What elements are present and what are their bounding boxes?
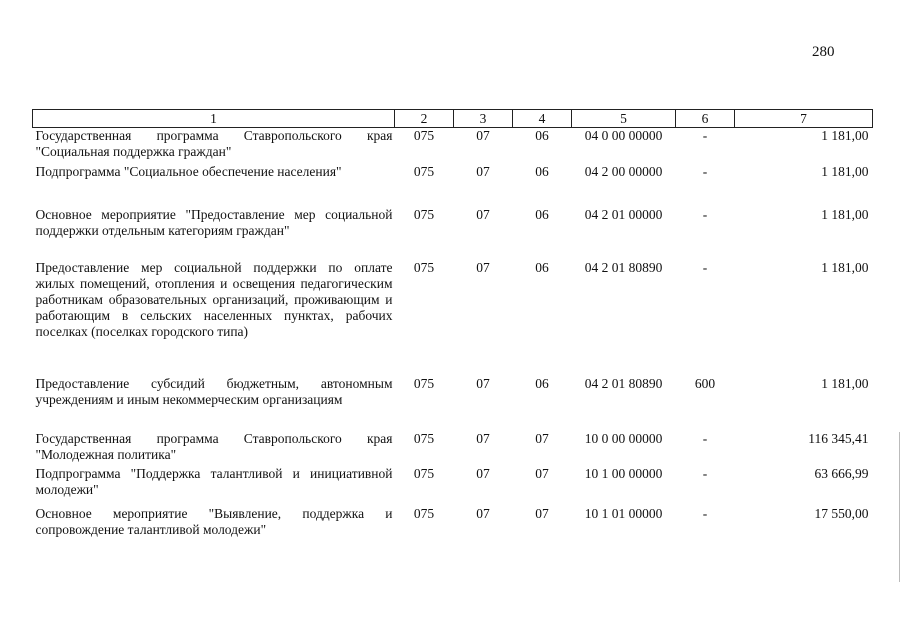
amount: 1 181,00	[821, 128, 869, 143]
section-code: 07	[476, 260, 490, 275]
budget-table	[32, 109, 873, 546]
item-name: Основное мероприятие "Предоставление мер социальной поддержки отдельным категориям граждан"	[35, 207, 393, 238]
subsection-code: 06	[535, 260, 549, 275]
amount: 63 666,99	[814, 466, 869, 481]
column-header: 2	[395, 110, 454, 128]
subsection-code: 07	[535, 431, 549, 446]
section-code: 07	[476, 207, 490, 222]
ministry-code: 075	[413, 164, 435, 179]
target-article-code: 04 2 01 80890	[584, 376, 663, 391]
section-code: 07	[476, 376, 490, 391]
subsection-code: 06	[535, 128, 549, 143]
item-name: Государственная программа Ставропольского края "Молодежная политика"	[35, 431, 393, 462]
item-name: Государственная программа Ставропольского края "Социальная поддержка граждан"	[35, 128, 393, 159]
amount: 1 181,00	[821, 164, 869, 179]
section-code: 07	[476, 164, 490, 179]
column-header: 3	[454, 110, 513, 128]
ministry-code: 075	[413, 260, 435, 275]
expense-type-code: -	[702, 431, 708, 446]
subsection-code: 07	[535, 506, 549, 521]
table-row	[33, 506, 873, 546]
table-row	[33, 128, 873, 165]
ministry-code: 075	[413, 506, 435, 521]
expense-type-code: -	[702, 128, 708, 143]
ministry-code: 075	[413, 466, 435, 481]
table-row	[33, 376, 873, 431]
item-name: Предоставление субсидий бюджетным, автономным учреждениям и иным некоммерческим организациям	[35, 376, 393, 407]
table-row	[33, 431, 873, 466]
target-article-code: 04 0 00 00000	[584, 128, 663, 143]
table-row	[33, 207, 873, 260]
target-article-code: 10 0 00 00000	[584, 431, 663, 446]
column-header: 4	[513, 110, 572, 128]
amount: 1 181,00	[821, 207, 869, 222]
amount: 1 181,00	[821, 260, 869, 275]
item-name: Подпрограмма "Поддержка талантливой и инициативной молодежи"	[35, 466, 393, 497]
expense-type-code: -	[702, 164, 708, 179]
page-number: 280	[812, 44, 835, 60]
item-name: Основное мероприятие "Выявление, поддержка и сопровождение талантливой молодежи"	[35, 506, 393, 537]
subsection-code: 06	[535, 376, 549, 391]
amount: 1 181,00	[821, 376, 869, 391]
expense-type-code: -	[702, 506, 708, 521]
target-article-code: 10 1 01 00000	[584, 506, 663, 521]
section-code: 07	[476, 431, 490, 446]
section-code: 07	[476, 506, 490, 521]
ministry-code: 075	[413, 431, 435, 446]
amount: 116 345,41	[808, 431, 869, 446]
subsection-code: 06	[535, 207, 549, 222]
section-code: 07	[476, 466, 490, 481]
amount: 17 550,00	[814, 506, 869, 521]
target-article-code: 04 2 00 00000	[584, 164, 663, 179]
subsection-code: 06	[535, 164, 549, 179]
column-header: 5	[572, 110, 676, 128]
item-name: Предоставление мер социальной поддержки по оплате жилых помещений, отопления и освещения педагогическим работникам образовательных организаций, проживающим и работающим в сельских населенных пунктах, рабочих поселках (поселках городского типа)	[35, 260, 393, 339]
target-article-code: 04 2 01 80890	[584, 260, 663, 275]
expense-type-code: -	[702, 466, 708, 481]
table-header-row	[33, 110, 873, 128]
ministry-code: 075	[413, 128, 435, 143]
column-header: 6	[676, 110, 735, 128]
ministry-code: 075	[413, 376, 435, 391]
expense-type-code: 600	[694, 376, 716, 391]
table-row	[33, 260, 873, 376]
ministry-code: 075	[413, 207, 435, 222]
item-name: Подпрограмма "Социальное обеспечение населения"	[35, 164, 342, 179]
section-code: 07	[476, 128, 490, 143]
table-row	[33, 466, 873, 506]
target-article-code: 10 1 00 00000	[584, 466, 663, 481]
target-article-code: 04 2 01 00000	[584, 207, 663, 222]
table-row	[33, 164, 873, 207]
subsection-code: 07	[535, 466, 549, 481]
expense-type-code: -	[702, 260, 708, 275]
scan-edge-mark	[899, 432, 900, 582]
column-header: 1	[33, 110, 395, 128]
column-header: 7	[735, 110, 873, 128]
expense-type-code: -	[702, 207, 708, 222]
